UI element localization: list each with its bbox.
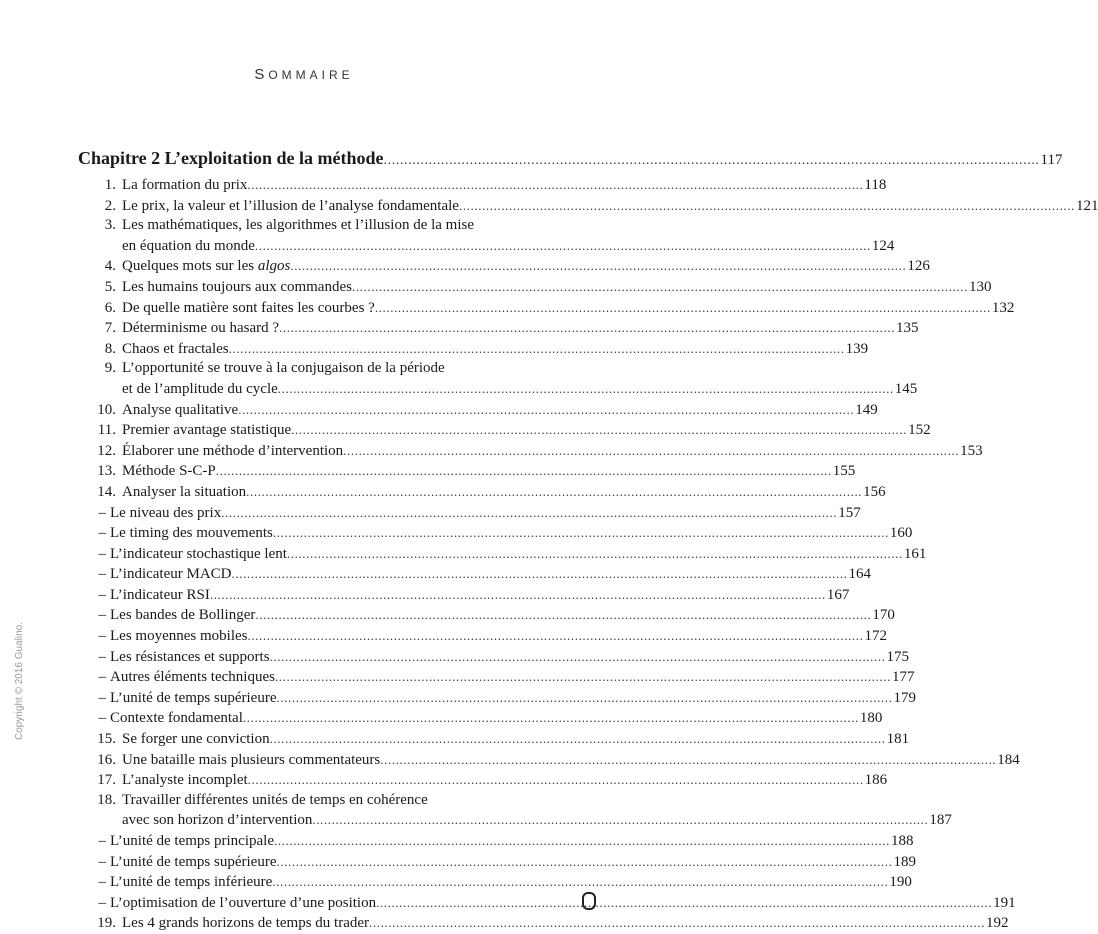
entry-page: 180	[859, 710, 883, 727]
entry-title	[122, 914, 369, 934]
entry-number: 17.	[97, 772, 116, 789]
entry-page: 121	[1075, 197, 1098, 214]
leader-dots	[273, 523, 889, 543]
entry-title-text: La formation du prix	[122, 177, 248, 193]
entry-number: –	[98, 669, 106, 686]
entry-number: –	[98, 566, 106, 583]
leader-dots	[291, 420, 907, 440]
entry-number: 3.	[104, 217, 116, 234]
toc-entry[interactable]	[78, 913, 1009, 934]
toc-entries	[78, 175, 1098, 934]
entry-title-text: De quelle matière sont faites les courbes ?	[122, 299, 375, 316]
leader-dots	[276, 688, 892, 708]
leader-dots	[270, 729, 886, 749]
toc-entry[interactable]	[78, 482, 886, 503]
entry-title-text: et de l’amplitude du cycle	[122, 380, 278, 397]
entry-page: 187	[929, 812, 952, 829]
entry-title	[106, 606, 255, 626]
leader-dots	[459, 196, 1075, 216]
entry-page: 184	[997, 751, 1020, 768]
entry-page: 153	[960, 442, 983, 459]
toc-entry[interactable]	[78, 175, 887, 196]
entry-page: 118	[864, 177, 887, 193]
toc-entry[interactable]	[78, 256, 930, 277]
entry-title-text: L’optimisation de l’ouverture d’une position	[110, 894, 377, 911]
entry-page: 130	[968, 278, 992, 295]
leader-dots	[343, 441, 959, 461]
entry-title	[122, 340, 229, 360]
entry-page: 132	[991, 299, 1015, 316]
entry-page: 179	[893, 689, 916, 706]
entry-number: 10.	[97, 401, 116, 418]
entry-title	[122, 421, 291, 441]
toc-entry[interactable]	[78, 379, 918, 400]
entry-title	[106, 627, 247, 647]
entry-title-text: Chaos et fractales	[122, 340, 229, 357]
leader-dots	[352, 277, 968, 297]
toc-entry[interactable]	[78, 585, 850, 606]
entry-title	[122, 257, 290, 277]
leader-dots	[255, 236, 871, 256]
entry-page: 177	[891, 669, 915, 686]
entry-title	[106, 689, 276, 709]
leader-dots	[246, 482, 862, 502]
entry-title	[122, 176, 247, 196]
entry-title	[106, 668, 275, 688]
leader-dots	[247, 175, 863, 195]
entry-title	[122, 299, 375, 319]
entry-title-text: Déterminisme ou hasard ?	[122, 320, 280, 337]
toc-entry[interactable]	[78, 236, 895, 257]
entry-title-text: L’unité de temps inférieure	[110, 874, 273, 891]
entry-number: 1.	[104, 177, 116, 193]
entry-number: –	[98, 853, 106, 870]
leader-dots	[270, 647, 886, 667]
entry-title-text: Contexte fondamental	[110, 710, 243, 727]
toc-entry[interactable]	[78, 708, 883, 729]
entry-title	[122, 401, 238, 421]
entry-number: 9.	[104, 360, 116, 377]
entry-title	[106, 565, 232, 585]
toc-entry[interactable]	[78, 667, 915, 688]
entry-page: 172	[864, 628, 887, 645]
header-rest: OMMAIRE	[268, 68, 354, 82]
entry-number: –	[98, 833, 106, 849]
entry-page: 135	[896, 320, 919, 337]
entry-page: 156	[863, 483, 886, 500]
toc-entry[interactable]	[78, 750, 1020, 771]
entry-title-text: Analyser la situation	[122, 483, 247, 500]
entry-page: 186	[864, 772, 888, 789]
entry-page: 175	[886, 648, 910, 665]
leader-dots	[287, 544, 903, 564]
entry-page: 152	[908, 422, 931, 439]
toc-entry	[78, 791, 498, 811]
entry-page: 181	[886, 731, 910, 748]
leader-dots	[275, 667, 891, 687]
entry-title-text: L’opportunité se trouve à la conjugaison de la période	[122, 360, 445, 377]
entry-page: 157	[838, 504, 861, 521]
entry-number: –	[98, 607, 106, 624]
entry-title-text: L’indicateur RSI	[110, 586, 210, 603]
entry-title	[106, 873, 272, 893]
leader-dots	[380, 750, 996, 770]
entry-title	[106, 894, 376, 914]
leader-dots	[375, 298, 991, 318]
entry-title	[122, 319, 279, 339]
toc-entry[interactable]	[78, 729, 910, 750]
toc-entry[interactable]	[78, 810, 952, 831]
leader-dots	[274, 831, 890, 851]
entry-number: –	[98, 894, 106, 911]
entry-number: 15.	[97, 731, 116, 748]
entry-title-text: en équation du monde	[122, 237, 255, 254]
leader-dots	[376, 893, 992, 913]
entry-page: 149	[855, 401, 878, 418]
toc-entry[interactable]	[78, 852, 916, 873]
entry-page: 161	[903, 545, 927, 562]
entry-title	[122, 380, 278, 400]
toc-entry[interactable]	[78, 564, 872, 585]
entry-title	[122, 811, 312, 831]
leader-dots	[210, 585, 826, 605]
leader-dots	[384, 149, 1040, 173]
entry-title-emphasis: algos	[257, 258, 291, 275]
toc-entry[interactable]	[78, 688, 916, 709]
leader-dots	[238, 400, 854, 420]
entry-title	[122, 442, 343, 462]
entry-title	[122, 730, 270, 750]
leader-dots	[232, 564, 848, 584]
entry-title	[122, 197, 459, 217]
toc-entry[interactable]	[78, 647, 910, 668]
toc-entry[interactable]	[78, 298, 1015, 319]
entry-number: 14.	[97, 483, 116, 500]
leader-dots	[216, 461, 832, 481]
entry-title	[122, 483, 246, 503]
entry-number: –	[98, 525, 106, 542]
entry-page: 170	[872, 607, 895, 624]
entry-page: 164	[848, 566, 872, 583]
entry-title	[106, 832, 274, 852]
entry-number: –	[98, 504, 106, 521]
page-number-fragment	[582, 892, 596, 910]
entry-title-text: L’indicateur MACD	[110, 566, 232, 583]
toc-entry[interactable]	[78, 461, 856, 482]
entry-page: 155	[832, 463, 856, 480]
entry-title	[106, 648, 270, 668]
entry-page: 160	[889, 525, 913, 542]
entry-title-text: L’unité de temps supérieure	[110, 853, 277, 870]
entry-title-text: Quelques mots sur les	[122, 258, 258, 275]
entry-title	[122, 791, 428, 811]
toc-entry[interactable]	[78, 831, 914, 852]
entry-page: 124	[871, 237, 895, 254]
entry-page: 188	[890, 833, 914, 849]
entry-number: 18.	[97, 791, 116, 808]
entry-title-text: avec son horizon d’intervention	[122, 812, 313, 829]
entry-number: –	[98, 874, 106, 891]
chapter-heading[interactable]	[78, 146, 1063, 173]
entry-title-text: L’unité de temps supérieure	[110, 689, 277, 706]
entry-title	[122, 359, 445, 379]
toc-entry[interactable]	[78, 339, 869, 360]
toc-entry[interactable]	[78, 544, 927, 565]
leader-dots	[276, 852, 892, 872]
toc-entry[interactable]	[78, 770, 888, 791]
copyright-notice: Copyright © 2016 Gualino.	[14, 622, 25, 740]
leader-dots	[312, 810, 928, 830]
entry-title	[106, 586, 210, 606]
entry-title	[122, 278, 352, 298]
entry-title	[106, 709, 243, 729]
leader-dots	[279, 318, 895, 338]
entry-number: –	[98, 689, 106, 706]
entry-title-text: Méthode S-C-P	[122, 463, 216, 480]
entry-title-text: Les 4 grands horizons de temps du trader	[122, 915, 370, 932]
leader-dots	[272, 872, 888, 892]
entry-title-text: Le niveau des prix	[110, 504, 222, 521]
entry-title	[122, 462, 216, 482]
leader-dots	[369, 913, 985, 933]
toc-entry[interactable]	[78, 503, 861, 524]
entry-number: 4.	[104, 258, 116, 275]
entry-page: 189	[893, 853, 916, 870]
entry-title-text: Autres éléments techniques	[110, 669, 275, 686]
toc-entry[interactable]	[78, 893, 1016, 914]
entry-title	[122, 771, 248, 791]
entry-title-text: L’unité de temps principale	[110, 833, 274, 849]
leader-dots	[247, 626, 863, 646]
entry-number: 13.	[97, 463, 116, 480]
entry-title	[106, 853, 276, 873]
entry-number: 5.	[104, 278, 116, 295]
entry-title-text: Travailler différentes unités de temps en cohérence	[122, 791, 428, 808]
entry-title-text: Les résistances et supports	[110, 648, 270, 665]
page-header	[0, 66, 608, 83]
leader-dots	[243, 708, 859, 728]
entry-title-text: L’indicateur stochastique lent	[110, 545, 287, 562]
entry-title-text: Les mathématiques, les algorithmes et l’illusion de la mise	[122, 217, 475, 234]
leader-dots	[290, 256, 906, 276]
toc-entry[interactable]	[78, 872, 912, 893]
entry-page: 190	[889, 874, 912, 891]
chapter-title: Chapitre 2 L’exploitation de la méthode	[78, 148, 384, 168]
toc-entry	[78, 216, 498, 236]
table-of-contents	[78, 146, 1098, 934]
entry-page: 139	[845, 340, 869, 357]
entry-title-text: L’analyste incomplet	[122, 772, 248, 789]
entry-number: –	[98, 545, 106, 562]
toc-entry	[78, 359, 498, 379]
entry-number: –	[98, 586, 106, 603]
entry-number: –	[98, 710, 106, 727]
leader-dots	[229, 339, 845, 359]
toc-entry[interactable]	[78, 605, 895, 626]
entry-title	[106, 545, 287, 565]
leader-dots	[221, 503, 837, 523]
entry-title-text: Les humains toujours aux commandes	[122, 278, 352, 295]
toc-entry[interactable]	[78, 318, 919, 339]
entry-title-text: Le timing des mouvements	[110, 525, 273, 542]
entry-title-text: Se forger une conviction	[122, 731, 270, 748]
entry-number: 11.	[97, 422, 116, 439]
leader-dots	[248, 770, 864, 790]
entry-title-text: Le prix, la valeur et l’illusion de l’analyse fondamentale	[122, 197, 459, 214]
entry-title-text: Élaborer une méthode d’intervention	[122, 442, 344, 459]
entry-page: 192	[986, 915, 1009, 932]
leader-dots	[278, 379, 894, 399]
entry-page: 126	[907, 258, 930, 275]
toc-entry[interactable]	[78, 523, 913, 544]
leader-dots	[255, 605, 871, 625]
entry-number: 12.	[97, 442, 116, 459]
entry-number: 7.	[104, 320, 116, 337]
entry-number: –	[98, 628, 106, 645]
header-initial: S	[254, 66, 269, 83]
entry-number: 2.	[104, 197, 116, 214]
entry-title-text: Analyse qualitative	[122, 401, 239, 418]
entry-title-text: Les moyennes mobiles	[110, 628, 248, 645]
toc-entry[interactable]	[78, 400, 878, 421]
entry-number: –	[98, 648, 106, 665]
entry-title	[106, 504, 221, 524]
toc-entry[interactable]	[78, 196, 1098, 217]
entry-title-text: Premier avantage statistique	[122, 422, 292, 439]
entry-page: 145	[894, 380, 918, 397]
entry-title	[122, 237, 255, 257]
entry-page: 191	[993, 894, 1016, 911]
toc-entry[interactable]	[78, 441, 983, 462]
toc-entry[interactable]	[78, 277, 992, 298]
chapter-page: 117	[1040, 152, 1063, 168]
entry-page: 167	[826, 586, 850, 603]
entry-number: 8.	[104, 340, 116, 357]
entry-title-text: Les bandes de Bollinger	[110, 607, 256, 624]
entry-number: 19.	[97, 915, 116, 932]
entry-number: 16.	[97, 751, 116, 768]
entry-title	[122, 751, 380, 771]
entry-title	[106, 524, 273, 544]
entry-title	[122, 216, 474, 236]
toc-entry[interactable]	[78, 626, 887, 647]
entry-title-text: Une bataille mais plusieurs commentateurs	[122, 751, 381, 768]
entry-number: 6.	[104, 299, 116, 316]
toc-entry[interactable]	[78, 420, 931, 441]
